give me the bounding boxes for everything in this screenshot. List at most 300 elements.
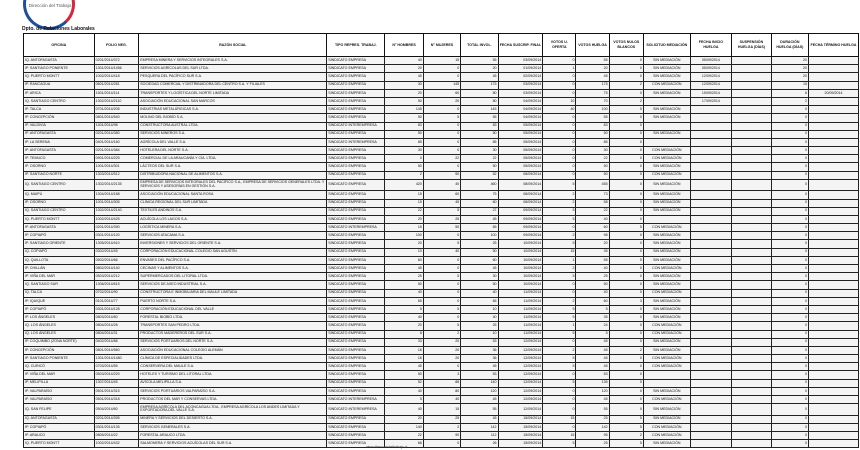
column-header: RAZÓN SOCIAL <box>139 34 327 57</box>
company-name-cell: MINERA Y SERVICIOS DEL DESIERTO S.A. <box>139 415 327 423</box>
table-row <box>24 130 859 138</box>
women-count-cell: 0 <box>423 147 460 155</box>
total-involved-cell: 80 <box>461 89 498 97</box>
table-row <box>24 371 859 379</box>
signing-date-cell: 09/09/2014 <box>498 207 543 215</box>
signing-date-cell: 10/09/2014 <box>498 240 543 248</box>
women-count-cell: 5 <box>423 305 460 313</box>
strike-duration-cell: 2 <box>771 97 808 105</box>
strike-duration-cell: 0 <box>771 179 808 191</box>
strike-start-cell <box>690 404 732 416</box>
table-row <box>24 423 859 431</box>
table-row <box>24 314 859 322</box>
strike-votes-cell: 5 <box>576 305 609 313</box>
folio-cell: 0302/2014/45 <box>94 248 139 256</box>
offer-votes-cell: 15 <box>543 248 576 256</box>
strike-end-cell <box>809 130 859 138</box>
mediation-cell: SIN MEDIACIÓN <box>643 114 690 122</box>
strike-end-cell <box>809 155 859 163</box>
null-votes-cell: 0 <box>609 396 643 404</box>
strike-duration-cell: 0 <box>771 297 808 305</box>
strike-start-cell <box>690 232 732 240</box>
strike-suspension-cell <box>732 207 771 215</box>
folio-cell: 0503/2014/220 <box>94 371 139 379</box>
signing-date-cell: 04/09/2014 <box>498 106 543 114</box>
men-count-cell: 50 <box>385 163 423 171</box>
table-row <box>24 89 859 97</box>
office-cell: IQ. TALCA <box>24 289 95 297</box>
company-name-cell: SUPERMERCADOS DEL LITORAL LTDA. <box>139 273 327 281</box>
women-count-cell: 60 <box>423 191 460 199</box>
null-votes-cell: 2 <box>609 81 643 89</box>
men-count-cell: 15 <box>385 191 423 199</box>
women-count-cell: 5 <box>423 273 460 281</box>
strike-start-cell <box>690 338 732 346</box>
office-cell: IP. OSORNO <box>24 199 95 207</box>
mediation-cell <box>643 97 690 105</box>
women-count-cell: 60 <box>423 89 460 97</box>
representation-type-cell: SINDICATO INTEREMPRESA <box>327 404 385 416</box>
null-votes-cell: 0 <box>609 322 643 330</box>
office-cell: IQ. PUERTO MONTT <box>24 215 95 223</box>
strike-duration-cell: 0 <box>771 256 808 264</box>
signing-date-cell: 11/09/2014 <box>498 297 543 305</box>
null-votes-cell: 5 <box>609 440 643 448</box>
company-name-cell: AGRÍCOLA DEL VALLE S.A. <box>139 138 327 146</box>
strike-votes-cell: 55 <box>576 404 609 416</box>
company-name-cell: LOGÍSTICA MINERA S.A. <box>139 224 327 232</box>
strike-duration-cell: 0 <box>771 215 808 223</box>
strike-duration-cell: 0 <box>771 122 808 130</box>
strike-start-cell: 17/09/2014 <box>690 97 732 105</box>
office-cell: IP. ARICA <box>24 89 95 97</box>
total-involved-cell: 50 <box>461 163 498 171</box>
table-row <box>24 415 859 423</box>
strike-start-cell <box>690 106 732 114</box>
strike-suspension-cell <box>732 305 771 313</box>
mediation-cell: SIN MEDIACIÓN <box>643 256 690 264</box>
strike-end-cell <box>809 432 859 440</box>
signing-date-cell: 15/09/2014 <box>498 423 543 431</box>
representation-type-cell: SINDICATO EMPRESA <box>327 57 385 65</box>
representation-type-cell: SINDICATO EMPRESA <box>327 114 385 122</box>
women-count-cell: 0 <box>423 440 460 448</box>
total-involved-cell: 30 <box>461 273 498 281</box>
representation-type-cell: SINDICATO EMPRESA <box>327 363 385 371</box>
men-count-cell: 20 <box>385 89 423 97</box>
total-involved-cell: 60 <box>461 199 498 207</box>
signing-date-cell: 02/09/2014 <box>498 73 543 81</box>
office-cell: IP. VALPARAÍSO <box>24 387 95 395</box>
column-header: VOTOS HUELGA <box>576 34 609 57</box>
women-count-cell: 40 <box>423 248 460 256</box>
offer-votes-cell: 0 <box>543 371 576 379</box>
company-name-cell: LÁCTEOS DEL SUR S.A. <box>139 163 327 171</box>
null-votes-cell: 0 <box>609 265 643 273</box>
strike-duration-cell: 0 <box>771 147 808 155</box>
strike-duration-cell: 0 <box>771 273 808 281</box>
representation-type-cell: SINDICATO EMPRESA <box>327 248 385 256</box>
strike-end-cell <box>809 305 859 313</box>
strike-suspension-cell <box>732 423 771 431</box>
offer-votes-cell: 2 <box>543 346 576 354</box>
signing-date-cell: 09/09/2014 <box>498 232 543 240</box>
women-count-cell: 0 <box>423 130 460 138</box>
company-name-cell: PESQUERA DEL PACÍFICO SUR S.A. <box>139 73 327 81</box>
men-count-cell: 33 <box>385 338 423 346</box>
office-cell: IP. ANTOFAGASTA <box>24 224 95 232</box>
men-count-cell: 45 <box>385 73 423 81</box>
strike-suspension-cell <box>732 147 771 155</box>
strike-votes-cell: 60 <box>576 224 609 232</box>
representation-type-cell: SINDICATO EMPRESA <box>327 281 385 289</box>
women-count-cell: 0 <box>423 122 460 130</box>
strike-start-cell <box>690 371 732 379</box>
strike-end-cell <box>809 371 859 379</box>
folio-cell: 0503/2014/212 <box>94 273 139 281</box>
total-involved-cell: 25 <box>461 240 498 248</box>
total-involved-cell: 52 <box>461 171 498 179</box>
folio-cell: 1002/2014/432 <box>94 440 139 448</box>
offer-votes-cell: 0 <box>543 122 576 130</box>
folio-cell: 0805/2014/22 <box>94 432 139 440</box>
signing-date-cell: 09/09/2014 <box>498 224 543 232</box>
strike-suspension-cell <box>732 297 771 305</box>
strike-end-cell <box>809 265 859 273</box>
strike-votes-cell: 60 <box>576 297 609 305</box>
null-votes-cell: 0 <box>609 404 643 416</box>
women-count-cell: 50 <box>423 224 460 232</box>
office-cell: IP. CONCEPCIÓN <box>24 114 95 122</box>
null-votes-cell: 0 <box>609 147 643 155</box>
strike-duration-cell: 0 <box>771 363 808 371</box>
total-involved-cell: 85 <box>461 138 498 146</box>
offer-votes-cell: 1 <box>543 65 576 73</box>
strike-end-cell <box>809 338 859 346</box>
signing-date-cell: 12/09/2014 <box>498 379 543 387</box>
women-count-cell: 90 <box>423 432 460 440</box>
signing-date-cell: 11/09/2014 <box>498 289 543 297</box>
strike-duration-cell: 20 <box>771 57 808 65</box>
strike-start-cell <box>690 330 732 338</box>
signing-date-cell: 12/09/2014 <box>498 355 543 363</box>
representation-type-cell: SINDICATO EMPRESA <box>327 191 385 199</box>
strike-end-cell <box>809 215 859 223</box>
offer-votes-cell: 0 <box>543 81 576 89</box>
company-name-cell: SERVICIOS GENERALES S.A. <box>139 423 327 431</box>
strike-start-cell <box>690 163 732 171</box>
total-involved-cell: 26 <box>461 440 498 448</box>
signing-date-cell: 12/09/2014 <box>498 371 543 379</box>
offer-votes-cell: 0 <box>543 224 576 232</box>
mediation-cell: SIN MEDIACIÓN <box>643 179 690 191</box>
column-header: DURACIÓN HUELGA (DÍAS) <box>771 34 808 57</box>
strike-suspension-cell <box>732 363 771 371</box>
offer-votes-cell: 5 <box>543 330 576 338</box>
null-votes-cell: 0 <box>609 305 643 313</box>
women-count-cell: 0 <box>423 314 460 322</box>
men-count-cell: 50 <box>385 114 423 122</box>
strike-suspension-cell <box>732 224 771 232</box>
folio-cell: 1302/2014/2140 <box>94 207 139 215</box>
strike-start-cell <box>690 191 732 199</box>
representation-type-cell: SINDICATO EMPRESA <box>327 330 385 338</box>
null-votes-cell: 0 <box>609 330 643 338</box>
men-count-cell: 40 <box>385 289 423 297</box>
strike-duration-cell: 0 <box>771 289 808 297</box>
signing-date-cell: 05/09/2014 <box>498 163 543 171</box>
men-count-cell: 420 <box>385 179 423 191</box>
total-involved-cell: 45 <box>461 415 498 423</box>
company-name-cell: EMPRESA AGRÍCOLA DEL ACONCAGUA LTDA., EMPRESA AGRÍCOLA LOS ANDES LIMITADA Y EXPORTADORA DEL VALLE S.A. <box>139 404 327 416</box>
strike-start-cell <box>690 240 732 248</box>
total-involved-cell: 65 <box>461 224 498 232</box>
representation-type-cell: SINDICATO EMPRESA <box>327 97 385 105</box>
men-count-cell: 20 <box>385 415 423 423</box>
total-involved-cell: 25 <box>461 322 498 330</box>
strike-start-cell <box>690 224 732 232</box>
strike-suspension-cell <box>732 138 771 146</box>
company-name-cell: SERVICIOS ATACAMA S.A. <box>139 232 327 240</box>
strike-votes-cell: 25 <box>576 440 609 448</box>
strike-suspension-cell <box>732 89 771 97</box>
table-row <box>24 289 859 297</box>
table-header-row <box>24 34 859 57</box>
folio-cell: 0802/2014/140 <box>94 265 139 273</box>
folio-cell: 1307/2014/45 <box>94 379 139 387</box>
men-count-cell: 45 <box>385 265 423 273</box>
total-involved-cell: 27 <box>461 207 498 215</box>
men-count-cell: 66 <box>385 440 423 448</box>
table-row <box>24 281 859 289</box>
offer-votes-cell: 0 <box>543 404 576 416</box>
folio-cell: 1301/2014/1456 <box>94 65 139 73</box>
company-name-cell: CORPORACIÓN EDUCACIONAL DEL VALLE <box>139 305 327 313</box>
office-cell: IP. COPIAPÓ <box>24 305 95 313</box>
folio-cell: 1304/2014/188 <box>94 191 139 199</box>
table-row <box>24 232 859 240</box>
strike-votes-cell: 58 <box>576 199 609 207</box>
strike-votes-cell: 5 <box>576 330 609 338</box>
representation-type-cell: SINDICATO EMPRESA <box>327 81 385 89</box>
representation-type-cell: SINDICATO EMPRESA <box>327 207 385 215</box>
strike-duration-cell: 0 <box>771 199 808 207</box>
table-row <box>24 387 859 395</box>
signing-date-cell: 12/09/2014 <box>498 396 543 404</box>
representation-type-cell: SINDICATO INTEREMPRESA <box>327 122 385 130</box>
strike-duration-cell: 0 <box>771 138 808 146</box>
men-count-cell: 8 <box>385 330 423 338</box>
null-votes-cell: 0 <box>609 281 643 289</box>
mediation-cell: CON MEDIACIÓN <box>643 171 690 179</box>
mediation-cell: SIN MEDIACIÓN <box>643 415 690 423</box>
total-involved-cell: 100 <box>461 232 498 240</box>
strike-suspension-cell <box>732 281 771 289</box>
table-row <box>24 432 859 440</box>
strike-suspension-cell <box>732 130 771 138</box>
table-row <box>24 81 859 89</box>
strike-end-cell <box>809 163 859 171</box>
company-name-cell: ASOCIACIÓN EDUCACIONAL SANTA ROSA <box>139 191 327 199</box>
table-row <box>24 248 859 256</box>
strike-votes-cell: 45 <box>576 346 609 354</box>
offer-votes-cell: 5 <box>543 355 576 363</box>
logo-text: Dirección del Trabajo <box>28 3 72 8</box>
strike-votes-cell: 35 <box>576 314 609 322</box>
column-header: TOTAL INVOL. <box>461 34 498 57</box>
women-count-cell: 5 <box>423 322 460 330</box>
company-name-cell: COMERCIAL DE LA ARAUCANÍA Y CÍA. LTDA. <box>139 155 327 163</box>
mediation-cell: SIN MEDIACIÓN <box>643 338 690 346</box>
office-cell: IQ. SANTIAGO CENTRO <box>24 207 95 215</box>
mediation-cell: CON MEDIACIÓN <box>643 330 690 338</box>
representation-type-cell: SINDICATO EMPRESA <box>327 423 385 431</box>
table-row <box>24 179 859 191</box>
mediation-cell: CON MEDIACIÓN <box>643 265 690 273</box>
company-name-cell: PRODUCTOS DEL MAR Y CONSERVAS LTDA. <box>139 396 327 404</box>
folio-cell: 0201/2014/380 <box>94 130 139 138</box>
strike-suspension-cell <box>732 232 771 240</box>
table-row <box>24 65 859 73</box>
strike-end-cell <box>809 387 859 395</box>
men-count-cell: 22 <box>385 207 423 215</box>
strike-votes-cell: 95 <box>576 432 609 440</box>
strike-votes-cell: 40 <box>576 265 609 273</box>
table-row <box>24 404 859 416</box>
signing-date-cell: 08/09/2014 <box>498 171 543 179</box>
folio-cell: 1001/2014/305 <box>94 199 139 207</box>
folio-cell: 0601/2014/281 <box>94 81 139 89</box>
company-name-cell: FORESTAL ARAUCO LTDA. <box>139 432 327 440</box>
null-votes-cell: 0 <box>609 114 643 122</box>
office-cell: IP. LOS ÁNGELES <box>24 314 95 322</box>
folio-cell: 0703/2014/55 <box>94 363 139 371</box>
office-cell: IP. IQUIQUE <box>24 297 95 305</box>
office-cell: IQ. ANTOFAGASTA <box>24 415 95 423</box>
total-involved-cell: 55 <box>461 404 498 416</box>
office-cell: IQ. LOS ÁNGELES <box>24 330 95 338</box>
strike-suspension-cell <box>732 199 771 207</box>
strike-duration-cell: 0 <box>771 346 808 354</box>
company-name-cell: CONSTRUCTORA AUSTRAL LTDA. <box>139 122 327 130</box>
total-involved-cell: 50 <box>461 248 498 256</box>
table-row <box>24 346 859 354</box>
strike-votes-cell: 55 <box>576 256 609 264</box>
women-count-cell: 20 <box>423 355 460 363</box>
company-name-cell: ASOCIACIÓN EDUCACIONAL SAN MARCOS <box>139 97 327 105</box>
offer-votes-cell: 40 <box>543 106 576 114</box>
strike-suspension-cell <box>732 114 771 122</box>
men-count-cell: 20 <box>385 65 423 73</box>
representation-type-cell: SINDICATO EMPRESA <box>327 73 385 81</box>
strike-duration-cell: 0 <box>771 248 808 256</box>
signing-date-cell: 05/09/2014 <box>498 130 543 138</box>
men-count-cell: 5 <box>385 396 423 404</box>
offer-votes-cell: 15 <box>543 432 576 440</box>
mediation-cell: CON MEDIACIÓN <box>643 155 690 163</box>
signing-date-cell: 08/09/2014 <box>498 191 543 199</box>
folio-cell: 1401/2014/98 <box>94 122 139 130</box>
strike-votes-cell: 85 <box>576 138 609 146</box>
company-name-cell: CONSERVERA DEL MAULE S.A. <box>139 363 327 371</box>
total-involved-cell: 83 <box>461 122 498 130</box>
representation-type-cell: SINDICATO EMPRESA <box>327 346 385 354</box>
total-involved-cell: 40 <box>461 289 498 297</box>
strike-end-cell <box>809 289 859 297</box>
representation-type-cell: SINDICATO EMPRESA <box>327 65 385 73</box>
representation-type-cell: SINDICATO EMPRESA <box>327 415 385 423</box>
strike-start-cell <box>690 387 732 395</box>
folio-cell: 0201/2014/390 <box>94 224 139 232</box>
folio-cell: 1301/2014/1480 <box>94 355 139 363</box>
strike-duration-cell: 0 <box>771 114 808 122</box>
strike-suspension-cell <box>732 415 771 423</box>
signing-date-cell: 03/09/2014 <box>498 81 543 89</box>
women-count-cell: 0 <box>423 265 460 273</box>
table-row <box>24 256 859 264</box>
representation-type-cell: SINDICATO EMPRESA <box>327 314 385 322</box>
mediation-cell: CON MEDIACIÓN <box>643 396 690 404</box>
null-votes-cell: 0 <box>609 273 643 281</box>
strike-duration-cell: 0 <box>771 432 808 440</box>
signing-date-cell: 11/09/2014 <box>498 330 543 338</box>
strike-votes-cell: 25 <box>576 415 609 423</box>
null-votes-cell: 0 <box>609 215 643 223</box>
signing-date-cell: 04/09/2014 <box>498 97 543 105</box>
strike-end-cell <box>809 322 859 330</box>
strike-duration-cell: 0 <box>771 440 808 448</box>
strike-votes-cell: 455 <box>576 179 609 191</box>
strike-duration-cell: 0 <box>771 423 808 431</box>
men-count-cell: 52 <box>385 379 423 387</box>
total-involved-cell: 50 <box>461 281 498 289</box>
folio-cell: 0804/2014/31 <box>94 330 139 338</box>
table-row <box>24 191 859 199</box>
signing-date-cell: 10/09/2014 <box>498 248 543 256</box>
mediation-cell: SIN MEDIACIÓN <box>643 346 690 354</box>
women-count-cell: 50 <box>423 171 460 179</box>
mediation-cell: CON MEDIACIÓN <box>643 355 690 363</box>
document-title: Dpto. de Relaciones Laborales <box>22 26 95 32</box>
strike-suspension-cell <box>732 65 771 73</box>
office-cell: IQ. QUILLOTA <box>24 256 95 264</box>
men-count-cell: 83 <box>385 122 423 130</box>
strike-suspension-cell <box>732 256 771 264</box>
strike-start-cell <box>690 273 732 281</box>
mediation-cell: CON MEDIACIÓN <box>643 423 690 431</box>
office-cell: IP. TEMUCO <box>24 155 95 163</box>
men-count-cell: 50 <box>385 130 423 138</box>
folio-cell: 0701/2014/205 <box>94 106 139 114</box>
strike-end-cell <box>809 423 859 431</box>
folio-cell: 0502/2014/66 <box>94 256 139 264</box>
office-cell: IP. VALPARAÍSO <box>24 396 95 404</box>
strike-start-cell <box>690 432 732 440</box>
strike-end-cell <box>809 440 859 448</box>
offer-votes-cell: 5 <box>543 305 576 313</box>
strike-duration-cell: 0 <box>771 191 808 199</box>
strike-suspension-cell <box>732 240 771 248</box>
men-count-cell: 20 <box>385 215 423 223</box>
strike-votes-cell: 20 <box>576 65 609 73</box>
strike-end-cell <box>809 57 859 65</box>
mediation-cell: CON MEDIACIÓN <box>643 224 690 232</box>
null-votes-cell: 2 <box>609 346 643 354</box>
strike-start-cell <box>690 122 732 130</box>
women-count-cell: 0 <box>423 256 460 264</box>
representation-type-cell: SINDICATO EMPRESA <box>327 89 385 97</box>
column-header: FECHA SUSCRIP. FINAL <box>498 34 543 57</box>
